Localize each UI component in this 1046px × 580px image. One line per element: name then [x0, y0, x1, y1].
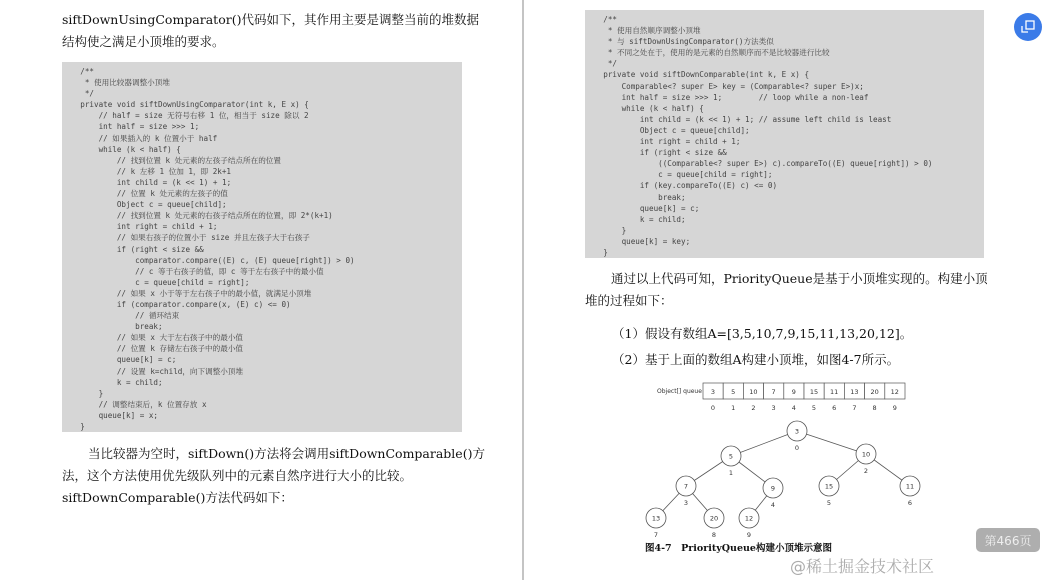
- array-index: 3: [771, 404, 776, 412]
- text-line: siftDownUsingComparator()代码如下，其作用主要是调整当前的堆数据: [62, 12, 479, 27]
- code-line: // k 左移 1 位加 1，即 2k+1: [62, 166, 232, 176]
- code-line: while (k < half) {: [62, 144, 181, 154]
- outro-paragraph: [62, 443, 485, 509]
- code-line: /**: [585, 15, 618, 24]
- code-line: // 如果插入的 k 位置小于 half: [62, 133, 218, 143]
- array-value: 15: [809, 388, 819, 396]
- code-line: }: [62, 422, 85, 431]
- array-index: 7: [852, 404, 857, 412]
- intro-paragraph: [62, 9, 479, 53]
- code-line: queue[k] = c;: [585, 203, 700, 213]
- node-index: 7: [653, 531, 659, 539]
- code-line: // 找到位置 k 处元素的右孩子结点所在的位置，即 2*(k+1): [62, 211, 333, 221]
- code-line: Object c = queue[child];: [62, 200, 227, 210]
- code-line: queue[k] = x;: [62, 410, 159, 420]
- text-line: 法，这个方法使用优先级队列中的元素自然序进行大小的比较。: [62, 468, 413, 483]
- code-line: int right = child + 1;: [62, 222, 218, 232]
- array-index: 8: [872, 404, 877, 412]
- code-line: */: [585, 59, 618, 69]
- text-line: 通过以上代码可知，PriorityQueue是基于小顶堆实现的。构建小顶: [611, 271, 988, 286]
- array-index: 9: [892, 404, 897, 412]
- code-line: int half = size >>> 1; // loop while a non-leaf: [585, 92, 869, 102]
- text-line: 当比较器为空时，siftDown()方法将会调用siftDownComparable()方: [88, 446, 485, 461]
- node-index: 4: [770, 501, 776, 509]
- code-line: // 位置 k 存储左右孩子中的最小值: [62, 344, 244, 354]
- array-value: 9: [791, 388, 796, 396]
- node-index: 5: [826, 499, 832, 507]
- code-line: // c 等于右孩子的值，即 c 等于左右孩子中的最小值: [62, 266, 324, 276]
- code-line: queue[k] = c;: [62, 355, 177, 365]
- code-block-sift-down-comparable: [585, 10, 984, 258]
- code-line: if (comparator.compare(x, (E) c) <= 0): [62, 299, 291, 309]
- code-line: // 如果 x 大于左右孩子中的最小值: [62, 333, 244, 343]
- code-line: if (right < size &&: [585, 148, 727, 158]
- code-line: while (k < half) {: [585, 103, 704, 113]
- code-line: }: [585, 225, 627, 235]
- node-value: 11: [905, 482, 915, 491]
- array-label: Object[] queue: [657, 388, 702, 395]
- code-line: int child = (k << 1) + 1;: [62, 177, 232, 187]
- code-line: * 使用比较器调整小顶堆: [62, 78, 170, 88]
- floating-action-button[interactable]: [1014, 13, 1042, 41]
- code-line: c = queue[child = right];: [62, 277, 250, 287]
- node-value: 5: [728, 452, 734, 461]
- array-index: 0: [710, 404, 716, 412]
- code-line: // 如果 x 小于等于左右孩子中的最小值，就满足小顶堆: [62, 288, 312, 298]
- node-index: 6: [907, 499, 913, 507]
- code-line: // half = size 无符号右移 1 位，相当于 size 除以 2: [62, 111, 309, 121]
- code-block-sift-down-using-comparator: [62, 62, 462, 432]
- code-line: ((Comparable<? super E>) c).compareTo((E) queue[right]) > 0): [585, 159, 933, 169]
- code-line: queue[k] = key;: [585, 236, 691, 246]
- code-line: */: [62, 89, 95, 99]
- code-line: Comparable<? super E> key = (Comparable<? super E>)x;: [585, 81, 864, 91]
- array-value: 5: [731, 388, 736, 396]
- node-value: 15: [824, 482, 834, 491]
- code-line: if (key.compareTo((E) c) <= 0): [585, 181, 778, 191]
- array-index: 4: [791, 404, 796, 412]
- code-line: k = child;: [62, 377, 163, 387]
- node-index: 1: [728, 469, 734, 477]
- code-line: private void siftDownUsingComparator(int k, E x) {: [62, 100, 309, 110]
- code-line: int half = size >>> 1;: [62, 122, 200, 132]
- code-line: // 循环结束: [62, 311, 180, 321]
- array-index: 2: [751, 404, 756, 412]
- left-page: [0, 0, 522, 580]
- code-line: comparator.compare((E) c, (E) queue[right]) > 0): [62, 255, 355, 265]
- code-line: c = queue[child = right];: [585, 170, 773, 180]
- translate-icon: [1021, 20, 1035, 34]
- text-line: siftDownComparable()方法代码如下：: [62, 490, 293, 505]
- code-line: // 如果右孩子的位置小于 size 并且左孩子大于右孩子: [62, 233, 310, 243]
- code-line: break;: [62, 322, 163, 332]
- node-index: 9: [746, 531, 752, 539]
- node-index: 3: [683, 499, 689, 507]
- step-1: （1）假设有数组A=[3,5,10,7,9,15,11,13,20,12]。: [612, 326, 913, 341]
- code-line: if (right < size &&: [62, 244, 204, 254]
- array-index: 6: [832, 404, 837, 412]
- tree-edge: [731, 431, 800, 456]
- array-index: 1: [731, 404, 736, 412]
- code-line: // 调整结束后，k 位置存放 x: [62, 399, 207, 409]
- node-value: 9: [770, 484, 776, 493]
- code-line: * 使用自然顺序调整小顶堆: [585, 26, 701, 36]
- array-value: 20: [870, 388, 879, 396]
- array-value: 10: [749, 388, 758, 396]
- code-line: private void siftDownComparable(int k, E x) {: [585, 70, 810, 80]
- array-index: 5: [811, 404, 817, 412]
- array-value: 13: [850, 388, 859, 396]
- page-number-badge[interactable]: 第466页: [976, 528, 1040, 552]
- text-line: 堆的过程如下：: [585, 293, 673, 308]
- node-value: 10: [861, 450, 871, 459]
- node-value: 13: [651, 514, 661, 523]
- body-paragraph: [585, 268, 988, 312]
- node-value: 20: [709, 514, 719, 523]
- code-line: * 不同之处在于，使用的是元素的自然顺序而不是比较器进行比较: [585, 48, 830, 58]
- code-line: * 与 siftDownUsingComparator()方法类似: [585, 37, 774, 47]
- code-line: }: [585, 247, 608, 257]
- node-index: 2: [863, 467, 869, 475]
- node-value: 7: [683, 482, 689, 491]
- code-line: // 找到位置 k 处元素的左孩子结点所在的位置: [62, 155, 281, 165]
- node-value: 3: [794, 427, 800, 436]
- array-value: 3: [710, 388, 716, 396]
- code-line: int right = child + 1;: [585, 137, 741, 147]
- node-value: 12: [744, 514, 754, 523]
- figure-caption: 图4-7 PriorityQueue构建小顶堆示意图: [645, 543, 832, 554]
- text-line: 结构使之满足小顶堆的要求。: [62, 34, 225, 49]
- code-line: k = child;: [585, 214, 686, 224]
- step-2: （2）基于上面的数组A构建小顶堆，如图4-7所示。: [612, 352, 900, 367]
- code-line: int child = (k << 1) + 1; // assume left child is least: [585, 114, 892, 124]
- heap-figure: [640, 378, 940, 542]
- code-line: Object c = queue[child];: [585, 125, 750, 135]
- code-line: // 位置 k 处元素的左孩子的值: [62, 189, 228, 199]
- code-line: }: [62, 388, 104, 398]
- code-line: /**: [62, 67, 95, 76]
- array-value: 12: [890, 388, 899, 396]
- array-value: 7: [771, 388, 776, 396]
- node-index: 8: [711, 531, 717, 539]
- code-line: break;: [585, 192, 686, 202]
- tree-edge: [794, 431, 866, 454]
- array-value: 11: [830, 388, 839, 396]
- watermark: @稀土掘金技术社区: [790, 557, 935, 576]
- code-line: // 设置 k=child，向下调整小顶堆: [62, 366, 244, 376]
- node-index: 0: [794, 444, 800, 452]
